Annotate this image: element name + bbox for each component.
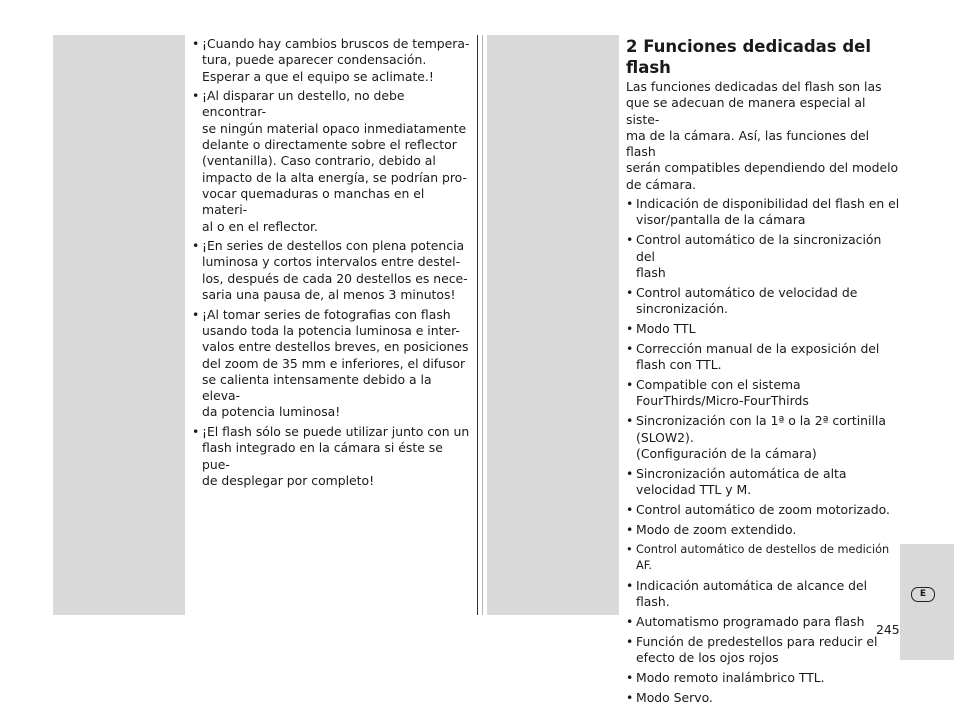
left-text-column	[192, 36, 472, 493]
warnings-list	[192, 36, 472, 489]
list-item: • ¡Al tomar series de fotograﬁas con flash usando toda la potencia luminosa e inter- valos entre destellos breves, en posiciones del zoom de 35 mm e inferiores, el difusor se calienta intensamente debido a la eleva- da potencia luminosa!	[192, 307, 472, 421]
section-heading: 2 Funciones dedicadas del flash	[626, 37, 871, 77]
right-page-edge-line	[482, 35, 483, 615]
list-item: • ¡Al disparar un destello, no debe encontrar- se ningún material opaco inmediatamente delante o directamente sobre el reflector (ventanilla). Caso contrario, debido al impacto de la alta energía, se podrían pro- vocar quemaduras o manchas en el materi- al o en el reflector.	[192, 88, 472, 235]
list-item: • Control automático de zoom motorizado.	[626, 502, 901, 518]
language-badge: E	[911, 587, 935, 602]
list-item: • Corrección manual de la exposición del flash con TTL.	[626, 341, 901, 374]
list-item: • ¡El flash sólo se puede utilizar junto con un flash integrado en la cámara si éste se pue- de desplegar por completo!	[192, 424, 472, 489]
right-text-column	[626, 36, 901, 710]
list-item: • ¡En series de destellos con plena potencia luminosa y cortos intervalos entre destel- los, después de cada 20 destellos es nece- saria una pausa de, al menos 3 minutos!	[192, 238, 472, 303]
list-item: • Modo de zoom extendido.	[626, 522, 901, 538]
list-item: • Indicación automática de alcance del flash.	[626, 578, 901, 611]
language-tab-band	[900, 544, 954, 660]
functions-list	[626, 196, 901, 706]
list-item: • Automatismo programado para flash	[626, 614, 901, 630]
left-gray-margin-band	[53, 35, 185, 615]
list-item: • Control automático de velocidad de sincronización.	[626, 285, 901, 318]
list-item: • Modo remoto inalámbrico TTL.	[626, 670, 901, 686]
list-item: • ¡Cuando hay cambios bruscos de tempera- tura, puede aparecer condensación. Esperar a que el equipo se aclimate.!	[192, 36, 472, 85]
center-gray-margin-band	[487, 35, 619, 615]
section-intro: Las funciones dedicadas del flash son las que se adecuan de manera especial al siste- ma de la cámara. Así, las funciones del flash serán compatibles dependiendo del modelo de cámara.	[626, 79, 899, 192]
list-item: • Modo TTL	[626, 321, 901, 337]
list-item: • Función de predestellos para reducir el efecto de los ojos rojos	[626, 634, 901, 667]
list-item: • Modo Servo.	[626, 690, 901, 706]
list-item: • Indicación de disponibilidad del flash en el visor/pantalla de la cámara	[626, 196, 901, 229]
list-item: • Sincronización con la 1ª o la 2ª cortinilla (SLOW2). (Configuración de la cámara)	[626, 413, 901, 462]
left-column-divider	[477, 35, 478, 615]
list-item: • Compatible con el sistema FourThirds/Micro-FourThirds	[626, 377, 901, 410]
page-number: 245	[876, 622, 900, 637]
list-item: • Sincronización automática de alta velocidad TTL y M.	[626, 466, 901, 499]
list-item: • Control automático de destellos de medición AF.	[626, 542, 901, 575]
list-item: • Control automático de la sincronización del flash	[626, 232, 901, 281]
